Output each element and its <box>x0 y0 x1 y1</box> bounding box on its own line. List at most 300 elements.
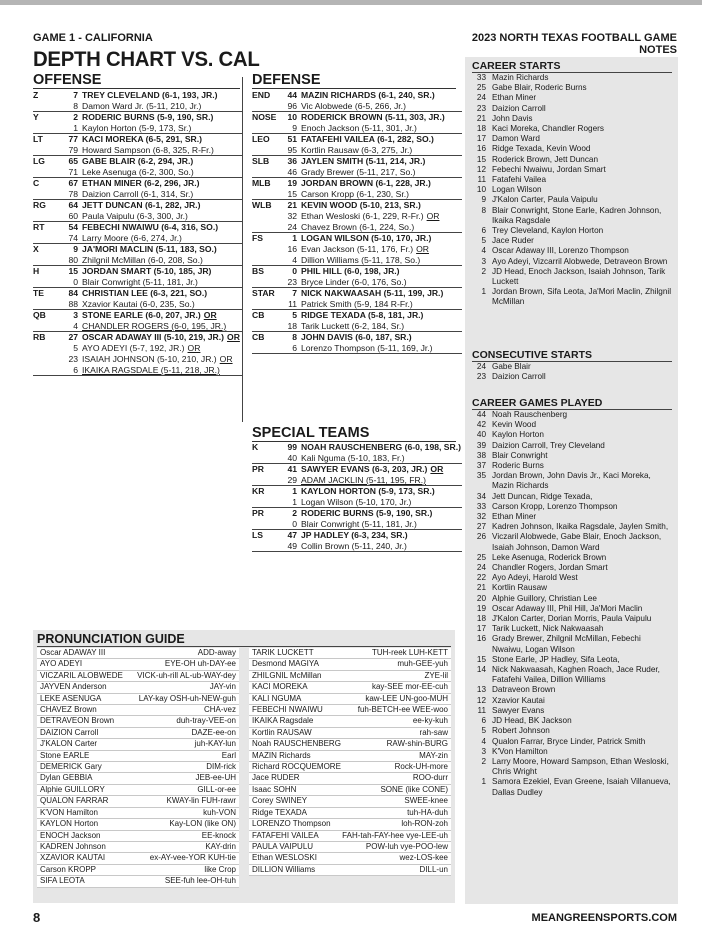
player-name: FEBECHI NWAIWU <box>252 705 323 715</box>
pronunciation: EYE-OH uh-DAY-ee <box>164 659 236 669</box>
stat-row <box>472 777 672 797</box>
depth-row <box>33 90 243 101</box>
player-name: AYO ADEYI (5-7, 192, JR.) <box>82 343 185 353</box>
stat-row <box>472 461 672 471</box>
stat-row <box>472 144 672 154</box>
or-marker: OR <box>203 310 217 320</box>
stat-row <box>472 655 672 665</box>
jersey-number: 32 <box>287 211 297 221</box>
stat-row <box>472 737 672 747</box>
jersey-number: 9 <box>292 123 297 133</box>
pronunciation-row <box>249 785 451 796</box>
pronunciation: ROO-durr <box>412 773 448 783</box>
position-label: CB <box>252 332 265 342</box>
jersey-number: 44 <box>287 90 297 100</box>
pronunciation: DILL-un <box>419 864 448 874</box>
player-name: AYO ADEYI <box>40 659 83 669</box>
stat-count: 35 <box>476 471 486 481</box>
pronunciation: ZYE-lil <box>424 670 448 680</box>
position-label: C <box>33 178 40 188</box>
stat-players: Alphie Guillory, Christian Lee <box>492 593 597 603</box>
stat-players: Datraveon Brown <box>492 685 556 695</box>
depth-row <box>252 266 462 277</box>
stat-row <box>472 757 672 777</box>
jersey-number: 49 <box>287 541 297 551</box>
or-marker: OR <box>426 211 440 221</box>
stat-row <box>472 716 672 726</box>
stat-count: 3 <box>481 256 486 266</box>
jersey-number: 2 <box>73 112 78 122</box>
pronunciation-row <box>37 773 239 784</box>
stat-row <box>472 726 672 736</box>
jersey-number: 54 <box>68 222 78 232</box>
jersey-number: 67 <box>68 178 78 188</box>
position-label: Y <box>33 112 39 122</box>
depth-row <box>252 90 462 101</box>
pronunciation-row <box>249 682 451 693</box>
stat-count: 27 <box>476 522 486 532</box>
consecutive-starts-list <box>472 362 672 382</box>
depth-row <box>33 145 243 156</box>
stat-players: Damon Ward <box>492 134 540 144</box>
jersey-number: 15 <box>287 189 297 199</box>
stat-row <box>472 267 672 287</box>
position-label <box>252 145 279 155</box>
stat-row <box>472 583 672 593</box>
jersey-number: 23 <box>287 277 297 287</box>
position-label: LG <box>33 156 45 166</box>
stat-count: 1 <box>481 777 486 787</box>
stat-count: 17 <box>476 624 486 634</box>
pronunciation-row <box>37 682 239 693</box>
special-teams-depth-list <box>252 442 462 552</box>
stat-row <box>472 665 672 685</box>
depth-row <box>33 211 243 222</box>
top-rule <box>0 0 702 5</box>
pronunciation-row <box>249 728 451 739</box>
player-name: IKAIKA RAGSDALE (5-11, 218, JR.) <box>82 365 220 375</box>
position-label <box>33 167 60 177</box>
offense-rule <box>33 88 240 89</box>
depth-row <box>33 222 243 233</box>
stat-players: Robert Johnson <box>492 726 550 736</box>
pronunciation: ADD-away <box>197 648 236 657</box>
depth-row <box>33 189 243 200</box>
pronunciation: EE-knock <box>201 830 236 840</box>
player-name: Damon Ward Jr. (5-11, 210, Jr.) <box>82 101 202 111</box>
player-name: DEMERICK Gary <box>40 762 102 772</box>
pronunciation: kaw-LEE UN-goo-MUH <box>365 693 448 703</box>
stat-count: 4 <box>481 246 486 256</box>
player-name: KALI NGUMA <box>252 693 302 703</box>
player-name: Paula Vaipulu (6-3, 300, Jr.) <box>82 211 188 221</box>
position-label: QB <box>33 310 46 320</box>
jersey-number: 79 <box>68 145 78 155</box>
player-name: ZHILGNIL McMillan <box>252 670 322 680</box>
pronunciation-row <box>37 808 239 819</box>
player-name: JORDAN SMART (5-10, 185, JR) <box>82 266 212 276</box>
stat-players: Carson Kropp, Lorenzo Thompson <box>492 501 618 511</box>
player-name: Xzavior Kautai (6-0, 235, So.) <box>82 299 195 309</box>
player-name: DETRAVEON Brown <box>40 716 115 726</box>
pronunciation-row <box>249 762 451 773</box>
stat-count: 24 <box>476 563 486 573</box>
stat-row <box>472 634 672 654</box>
player-name: FATAFEHI VAILEA <box>252 830 319 840</box>
player-name: DILLION Williams <box>252 864 316 874</box>
jersey-number: 80 <box>68 255 78 265</box>
stat-count: 18 <box>476 124 486 134</box>
player-name: Howard Sampson (6-8, 325, R-Fr.) <box>82 145 214 155</box>
stat-row <box>472 685 672 695</box>
stat-count: 33 <box>476 73 486 82</box>
depth-row <box>252 508 462 519</box>
player-name: NICK NAKWAASAH (5-11, 199, JR.) <box>301 288 444 298</box>
player-name: Tarik Luckett (6-2, 184, Sr.) <box>301 321 405 331</box>
position-label <box>33 321 60 331</box>
position-label <box>33 299 60 309</box>
stat-count: 14 <box>476 665 486 675</box>
career-starts-heading: CAREER STARTS <box>472 60 672 73</box>
jersey-number: 6 <box>73 365 78 375</box>
stat-count: 39 <box>476 440 486 450</box>
player-name: Oscar ADAWAY III <box>40 648 106 657</box>
jersey-number: 7 <box>73 90 78 100</box>
player-name: Desmond MAGIYA <box>252 659 319 669</box>
position-label <box>33 211 60 221</box>
stat-players: Roderic Burns <box>492 461 544 471</box>
player-name: J'KALON Carter <box>40 739 98 749</box>
stat-row <box>472 236 672 246</box>
defense-depth-list <box>252 90 462 354</box>
player-name: KACI MOREKA <box>252 682 308 692</box>
depth-row <box>252 277 462 288</box>
pronunciation: KAY-drin <box>205 841 236 851</box>
player-name: MAZIN Richards <box>252 750 311 760</box>
jersey-number: 41 <box>287 464 297 474</box>
position-label: RG <box>33 200 46 210</box>
or-marker: OR <box>227 332 240 342</box>
player-name: DAIZION Carroll <box>40 727 99 737</box>
stat-players: Ethan Miner <box>492 93 537 103</box>
player-name: RODERIC BURNS (5-9, 190, SR.) <box>82 112 214 122</box>
jersey-number: 11 <box>288 299 297 309</box>
stat-players: K'Von Hamilton <box>492 746 548 756</box>
position-label: KR <box>252 486 265 496</box>
pronunciation-row <box>249 853 451 864</box>
stat-players: Daizion Carroll, Trey Cleveland <box>492 440 605 450</box>
player-name: FEBECHI NWAIWU (6-4, 316, SO.) <box>82 222 219 232</box>
stat-count: 16 <box>476 144 486 154</box>
stat-row <box>472 430 672 440</box>
depth-row <box>252 222 462 233</box>
position-label: FS <box>252 233 263 243</box>
depth-row <box>252 255 462 266</box>
player-name: NOAH RAUSCHENBERG (6-0, 198, SR.) <box>301 442 461 452</box>
stat-players: Oscar Adaway III, Phil Hill, Ja'Mori Maclin <box>492 603 643 613</box>
pronunciation: DIM-rick <box>206 762 236 772</box>
jersey-number: 6 <box>292 343 297 353</box>
stat-count: 2 <box>481 756 486 766</box>
position-label <box>33 255 60 265</box>
jersey-number: 95 <box>287 145 297 155</box>
or-marker: OR <box>416 244 429 254</box>
player-name: Noah RAUSCHENBERG <box>252 739 341 749</box>
stat-row <box>472 206 672 226</box>
player-name: JOHN DAVIS (6-0, 187, SR.) <box>301 332 412 342</box>
stat-players: JD Head, Enoch Jackson, Isaiah Johnson, Tarik Luckett <box>492 266 666 287</box>
player-name: JP HADLEY (6-3, 234, SR.) <box>301 530 408 540</box>
stat-row <box>472 165 672 175</box>
depth-row <box>252 211 462 222</box>
player-name: Ethan Wesloski (6-1, 229, R-Fr.) <box>301 211 424 221</box>
career-games-heading: CAREER GAMES PLAYED <box>472 397 672 410</box>
pronunciation-row <box>37 671 239 682</box>
player-name: Ridge TEXADA <box>252 807 307 817</box>
player-name: RODERICK BROWN (5-11, 303, JR.) <box>301 112 445 122</box>
player-name: KEVIN WOOD (5-10, 213, SR.) <box>301 200 421 210</box>
depth-row <box>252 541 462 552</box>
position-label <box>33 101 60 111</box>
jersey-number: 27 <box>68 332 78 342</box>
depth-row <box>33 244 243 255</box>
player-name: Carson Kropp (6-1, 230, Sr.) <box>301 189 409 199</box>
player-name: Vic Alobwede (6-5, 266, Jr.) <box>301 101 406 111</box>
pronunciation: TUH-reek LUH-KETT <box>371 648 448 657</box>
stat-count: 25 <box>476 83 486 93</box>
pronunciation-row <box>37 728 239 739</box>
or-marker: OR <box>219 354 233 364</box>
pronunciation-guide-title: PRONUNCIATION GUIDE <box>37 632 451 647</box>
pronunciation: RAW-shin-BURG <box>386 739 448 749</box>
pronunciation: rah-saw <box>419 727 448 737</box>
jersey-number: 40 <box>287 453 297 463</box>
depth-row <box>33 299 243 310</box>
position-label <box>252 189 279 199</box>
pronunciation-row <box>37 659 239 670</box>
jersey-number: 5 <box>292 310 297 320</box>
stat-row <box>472 553 672 563</box>
player-name: Patrick Smith (5-9, 184 R-Fr.) <box>301 299 413 309</box>
player-name: JETT DUNCAN (6-1, 282, JR.) <box>82 200 201 210</box>
special-teams-heading: SPECIAL TEAMS <box>252 425 370 441</box>
pronunciation: KWAY-lin FUH-rawr <box>166 796 236 806</box>
stat-players: Noah Rauschenberg <box>492 410 568 419</box>
depth-row <box>252 167 462 178</box>
player-name: Larry Moore (6-6, 274, Jr.) <box>82 233 182 243</box>
player-name: FATAFEHI VAILEA (6-1, 282, SO.) <box>301 134 434 144</box>
position-label <box>252 321 279 331</box>
stat-players: Blair Conwright, Stone Earle, Kadren Johnson, Ikaika Ragsdale <box>492 205 662 225</box>
column-divider <box>242 77 243 422</box>
stat-players: Ayo Adeyi, Vizcarril Alobwede, Detraveon Brown <box>492 256 668 266</box>
pronunciation: Earl <box>221 750 236 760</box>
position-label <box>252 101 279 111</box>
stat-count: 10 <box>476 185 486 195</box>
pronunciation: juh-KAY-lun <box>194 739 236 749</box>
pronunciation-row <box>249 773 451 784</box>
stat-players: Kaylon Horton <box>492 430 544 440</box>
stat-players: Febechi Nwaiwu, Jordan Smart <box>492 164 606 174</box>
player-name: RODERIC BURNS (5-9, 190, SR.) <box>301 508 433 518</box>
depth-row <box>33 365 243 376</box>
pronunciation-row <box>37 865 239 876</box>
player-name: Corey SWINEY <box>252 796 308 806</box>
pronunciation: SONE (like CONE) <box>380 784 448 794</box>
player-name: GABE BLAIR (6-2, 294, JR.) <box>82 156 194 166</box>
jersey-number: 84 <box>68 288 78 298</box>
depth-row <box>252 200 462 211</box>
player-name: OSCAR ADAWAY III (5-10, 219, JR.) <box>82 332 225 342</box>
depth-row <box>33 200 243 211</box>
pronunciation-row <box>37 876 239 887</box>
player-name: LEKE ASENUGA <box>40 693 102 703</box>
stat-row <box>472 696 672 706</box>
depth-row <box>252 112 462 123</box>
stat-players: Roderick Brown, Jett Duncan <box>492 154 599 164</box>
position-label <box>252 519 279 529</box>
jersey-number: 8 <box>73 101 78 111</box>
player-name: CHANDLER ROGERS (6-0, 195, JR.) <box>82 321 227 331</box>
pronunciation: CHA-vez <box>203 705 236 715</box>
stat-count: 11 <box>477 705 486 715</box>
pronunciation-row <box>249 831 451 842</box>
player-name: JORDAN BROWN (6-1, 228, JR.) <box>301 178 431 188</box>
position-label: PR <box>252 508 264 518</box>
jersey-number: 51 <box>287 134 297 144</box>
position-label <box>252 123 279 133</box>
stat-row <box>472 614 672 624</box>
player-name: Zhilgnil McMillan (6-0, 208, So.) <box>82 255 203 265</box>
stat-players: Daizion Carroll <box>492 372 546 382</box>
jersey-number: 2 <box>292 508 297 518</box>
pronunciation: kuh-VON <box>203 807 236 817</box>
stat-players: Viczaril Alobwede, Gabe Blair, Enoch Jackson, Isaiah Johnson, Damon Ward <box>492 532 662 552</box>
pronunciation-row <box>249 865 451 876</box>
stat-players: Trey Cleveland, Kaylon Horton <box>492 226 604 236</box>
stat-players: Oscar Adaway III, Lorenzo Thompson <box>492 246 629 256</box>
position-label: RT <box>33 222 45 232</box>
stat-count: 34 <box>476 491 486 501</box>
player-name: JAYLEN SMITH (5-11, 214, JR.) <box>301 156 426 166</box>
stat-row <box>472 492 672 502</box>
stat-row <box>472 604 672 614</box>
stat-count: 40 <box>476 430 486 440</box>
stat-row <box>472 287 672 307</box>
depth-row <box>252 244 462 255</box>
stat-count: 5 <box>481 236 486 246</box>
position-label: MLB <box>252 178 271 188</box>
depth-row <box>252 464 462 475</box>
stat-row <box>472 594 672 604</box>
pronunciation-row <box>37 648 239 659</box>
player-name: JAYVEN Anderson <box>40 682 107 692</box>
stat-row <box>472 532 672 552</box>
depth-row <box>252 519 462 530</box>
stat-players: Jett Duncan, Ridge Texada, <box>492 491 593 501</box>
depth-row <box>252 332 462 343</box>
stat-row <box>472 471 672 491</box>
stat-players: Qualon Farrar, Bryce Linder, Patrick Smith <box>492 736 646 746</box>
pronunciation-row <box>249 751 451 762</box>
player-name: Enoch Jackson (5-11, 301, Jr.) <box>301 123 417 133</box>
stat-players: Sawyer Evans <box>492 705 545 715</box>
stat-row <box>472 451 672 461</box>
pronunciation-column-left <box>37 648 239 888</box>
player-name: CHRISTIAN LEE (6-3, 221, SO.) <box>82 288 208 298</box>
stat-players: Stone Earle, JP Hadley, Sifa Leota, <box>492 654 620 664</box>
stat-count: 12 <box>476 695 486 705</box>
stat-count: 2 <box>481 266 486 276</box>
pronunciation-row <box>249 739 451 750</box>
publication-title: 2023 NORTH TEXAS FOOTBALL GAME NOTES <box>471 32 677 56</box>
stat-row <box>472 185 672 195</box>
player-name: ETHAN MINER (6-2, 296, JR.) <box>82 178 200 188</box>
or-marker: OR <box>187 343 201 353</box>
pronunciation: SEE-fuh lee-OH-tuh <box>164 876 236 886</box>
stat-count: 6 <box>481 226 486 236</box>
position-label <box>33 343 60 354</box>
position-label <box>33 233 60 243</box>
position-label <box>33 365 60 375</box>
player-name: Isaac SOHN <box>252 784 297 794</box>
player-name: Richard ROCQUEMORE <box>252 762 341 772</box>
stat-players: Larry Moore, Howard Sampson, Ethan Wesloski, Chris Wright <box>492 756 669 777</box>
position-label <box>252 453 279 463</box>
jersey-number: 99 <box>287 442 297 452</box>
player-name: Jace RUDER <box>252 773 300 783</box>
depth-row <box>33 321 243 332</box>
position-label: RB <box>33 332 46 342</box>
stat-row <box>472 114 672 124</box>
pronunciation-row <box>249 842 451 853</box>
pronunciation-row <box>249 808 451 819</box>
player-name: ENOCH Jackson <box>40 830 101 840</box>
stat-players: John Davis <box>492 113 533 123</box>
stat-count: 12 <box>476 164 486 174</box>
stat-players: Leke Asenuga, Roderick Brown <box>492 552 607 562</box>
position-label: BS <box>252 266 264 276</box>
player-name: IKAIKA Ragsdale <box>252 716 314 726</box>
position-label: H <box>33 266 40 276</box>
pronunciation: JEB-ee-UH <box>195 773 236 783</box>
game-label: GAME 1 - CALIFORNIA <box>33 32 153 44</box>
stat-row <box>472 195 672 205</box>
pronunciation: FAH-tah-FAY-hee vye-LEE-uh <box>342 830 448 840</box>
stat-count: 42 <box>476 420 486 430</box>
stat-players: Ayo Adeyi, Harold West <box>492 573 578 583</box>
stat-players: Kaci Moreka, Chandler Rogers <box>492 124 604 134</box>
player-name: KAYLON HORTON (5-9, 173, SR.) <box>301 486 435 496</box>
position-label <box>252 497 279 507</box>
player-name: Dylan GEBBIA <box>40 773 93 783</box>
stat-row <box>472 512 672 522</box>
defense-rule <box>252 88 456 89</box>
position-label <box>33 189 60 199</box>
position-label <box>252 299 279 309</box>
jersey-number: 96 <box>287 101 297 111</box>
player-name: Evan Jackson (5-11, 176, Fr.) <box>301 244 414 254</box>
depth-row <box>252 475 462 486</box>
stat-row <box>472 257 672 267</box>
depth-row <box>33 233 243 244</box>
stat-count: 18 <box>476 614 486 624</box>
stat-players: Chandler Rogers, Jordan Smart <box>492 563 608 573</box>
depth-row <box>252 101 462 112</box>
jersey-number: 0 <box>292 266 297 276</box>
jersey-number: 23 <box>68 354 78 364</box>
position-label: LEO <box>252 134 270 144</box>
